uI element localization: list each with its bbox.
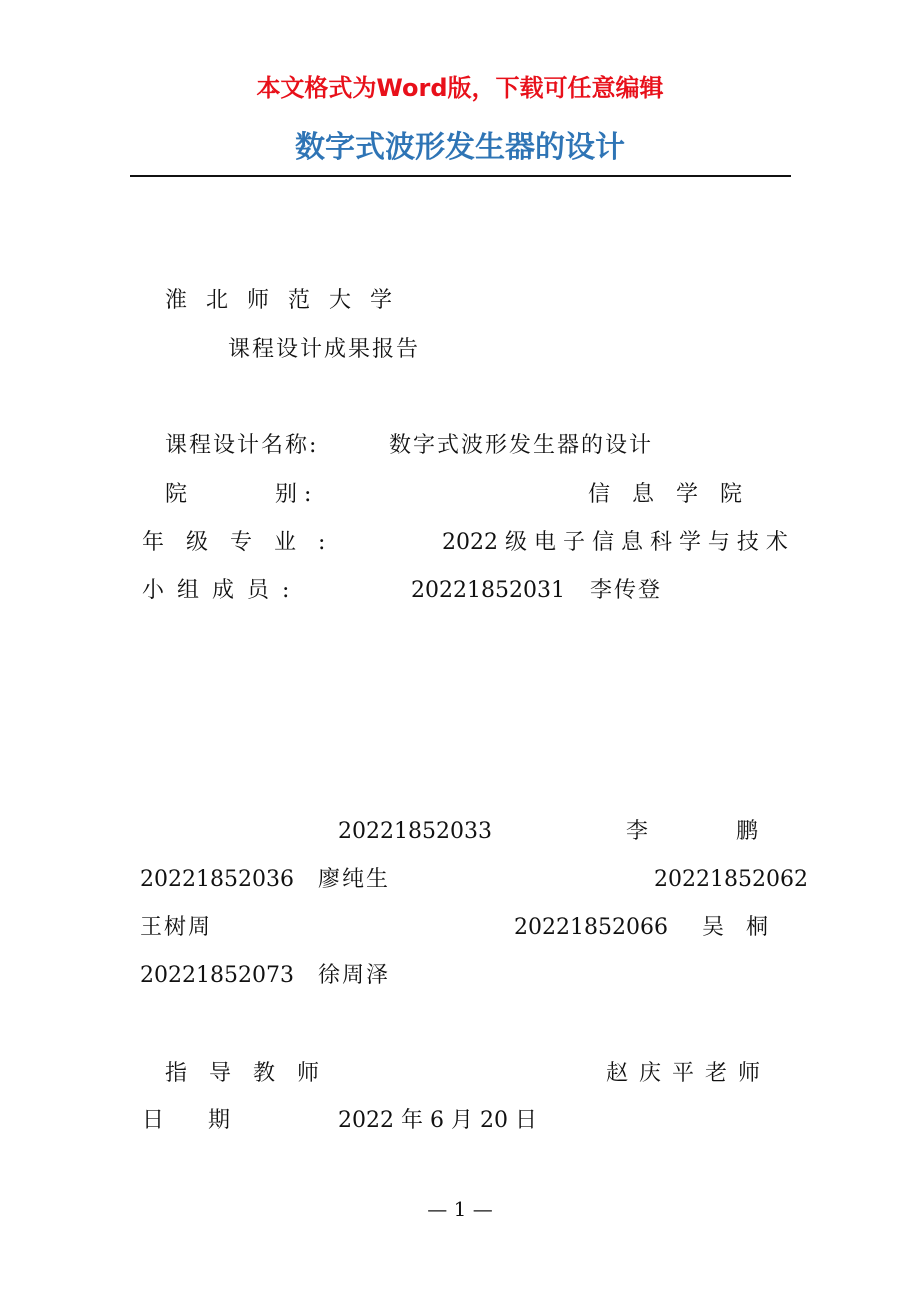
member-name: 李传登 (590, 578, 663, 603)
member-id: 20221852066 (514, 915, 668, 940)
advisor-label: 指 导 教 师 (165, 1061, 320, 1086)
advisor-value: 赵 庆 平 老 师 (606, 1061, 762, 1086)
header-divider (130, 175, 791, 177)
member-id: 20221852062 (654, 867, 808, 892)
member-id: 20221852036 (140, 867, 294, 892)
member-name: 徐周泽 (318, 963, 391, 988)
download-notice: 本文格式为Word版，下载可任意编辑 (256, 74, 664, 102)
members-label: 小 组 成 员 : (142, 578, 293, 603)
date-value: 2022 年 6 月 20 日 (338, 1108, 537, 1133)
member-id: 20221852033 (338, 819, 492, 844)
member-id: 20221852031 (411, 578, 565, 603)
grade-major-label: 年 级 专 业 : (142, 530, 326, 555)
member-name: 廖纯生 (318, 867, 391, 892)
member-id: 20221852073 (140, 963, 294, 988)
course-design-name-value: 数字式波形发生器的设计 (389, 433, 654, 458)
college-value: 信 息 学 院 (588, 482, 743, 507)
college-label: 院 别 : (165, 482, 312, 507)
page-number: — 1 — (427, 1197, 493, 1221)
document-title: 数字式波形发生器的设计 (295, 130, 625, 165)
member-name: 吴 桐 (702, 915, 769, 940)
member-name: 王树周 (140, 915, 213, 940)
grade-major-value: 2022 级 电 子 信 息 科 学 与 技 术 (442, 530, 788, 555)
course-design-name-label: 课程设计名称: (165, 433, 319, 458)
date-label: 日 期 (142, 1108, 231, 1133)
member-name: 李 鹏 (626, 819, 759, 844)
report-type: 课程设计成果报告 (228, 337, 421, 362)
university-name: 淮 北 师 范 大 学 (165, 288, 398, 313)
